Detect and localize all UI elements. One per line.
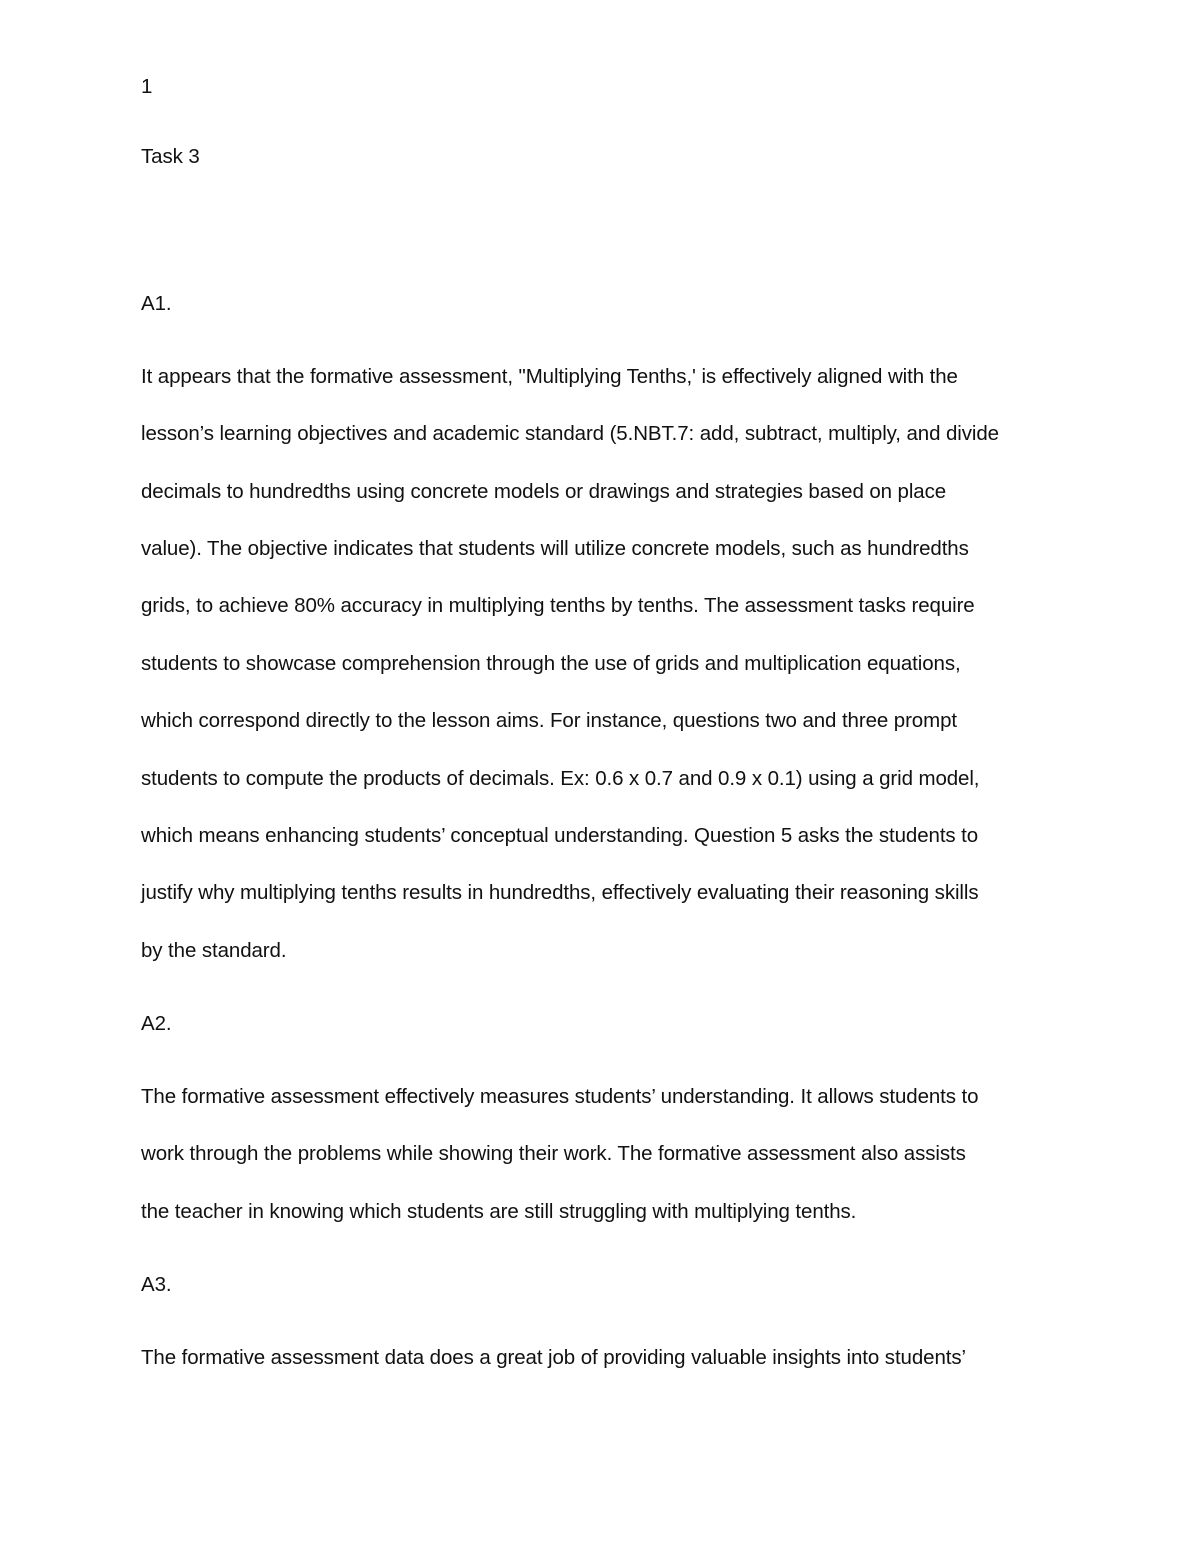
paragraph-line: work through the problems while showing their work. The formative assessment also assists [141,1142,966,1165]
paragraph-line: which means enhancing students’ conceptual understanding. Question 5 asks the students to [141,824,979,847]
paragraph-line: students to showcase comprehension through the use of grids and multiplication equations, [141,652,961,675]
section-heading-a3: A3. [141,1273,172,1296]
paragraph-line: which correspond directly to the lesson aims. For instance, questions two and three prompt [141,709,957,732]
section-heading-a1: A1. [141,292,172,315]
paragraph-line: It appears that the formative assessment, "Multiplying Tenths,' is effectively aligned with the [141,365,958,388]
paragraph-line: The formative assessment effectively measures students’ understanding. It allows students to [141,1085,979,1108]
paragraph-line: value). The objective indicates that students will utilize concrete models, such as hundredths [141,537,969,560]
paragraph-line: the teacher in knowing which students are still struggling with multiplying tenths. [141,1200,857,1223]
paragraph-line: grids, to achieve 80% accuracy in multiplying tenths by tenths. The assessment tasks require [141,594,975,617]
paragraph-line: by the standard. [141,939,287,962]
section-heading-a2: A2. [141,1012,172,1035]
paragraph-line: students to compute the products of decimals. Ex: 0.6 x 0.7 and 0.9 x 0.1) using a grid model, [141,767,980,790]
page-number: 1 [141,75,153,98]
paragraph-line: lesson’s learning objectives and academic standard (5.NBT.7: add, subtract, multiply, and divide [141,422,999,445]
paragraph-line: justify why multiplying tenths results in hundredths, effectively evaluating their reasoning skills [141,881,979,904]
paragraph-line: The formative assessment data does a great job of providing valuable insights into students’ [141,1346,966,1369]
document-title: Task 3 [141,145,200,168]
paragraph-line: decimals to hundredths using concrete models or drawings and strategies based on place [141,480,947,503]
